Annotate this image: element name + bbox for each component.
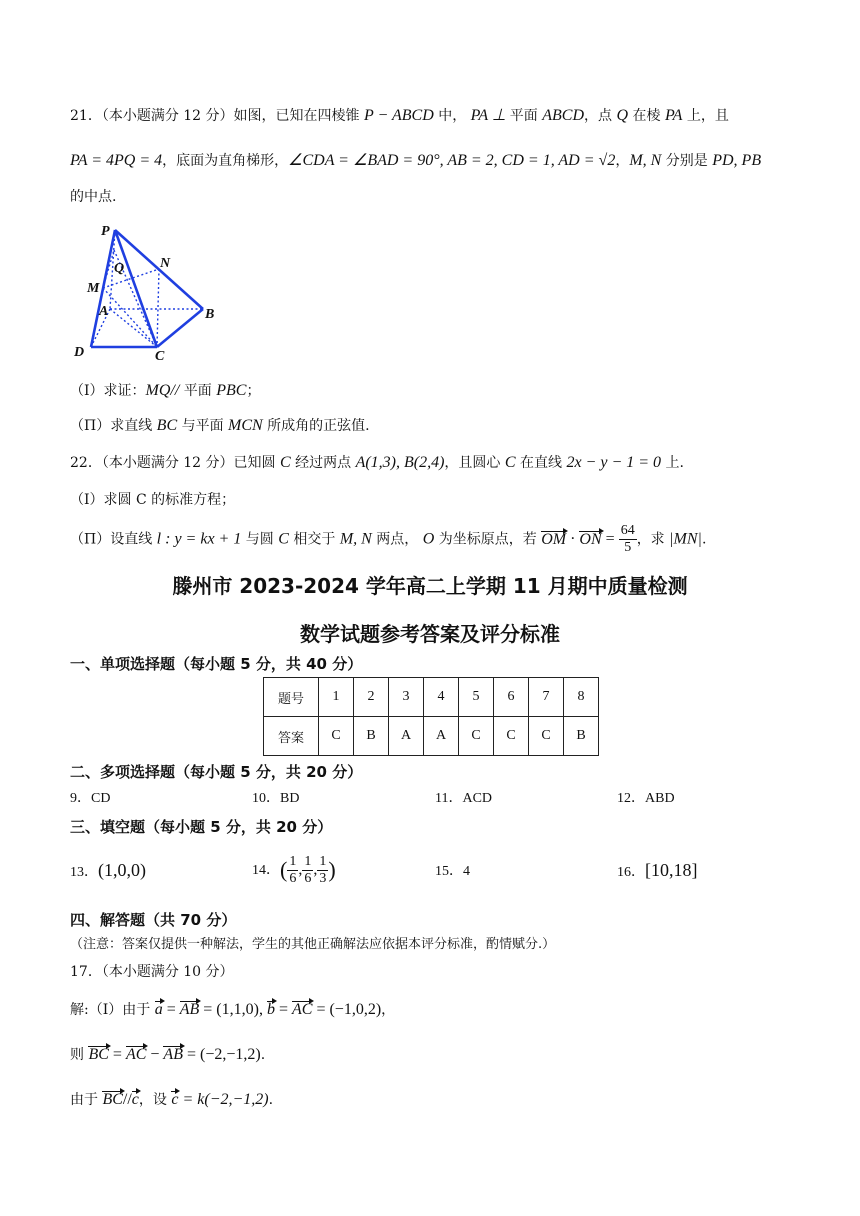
q22-eq: = <box>601 530 619 548</box>
sol-eq: = <box>162 1001 180 1018</box>
q21-text: ， <box>615 153 630 169</box>
fraction <box>287 854 298 887</box>
sol-value: = k(−2,−1,2) <box>178 1091 269 1108</box>
part1-label: （Ⅰ）求证： <box>70 383 146 399</box>
fill-16-value: [10,18] <box>645 860 698 880</box>
fill-13-label: 13． <box>70 865 98 880</box>
sol-value: = (−1,0,2) <box>312 1001 382 1018</box>
q22-text: . <box>701 531 707 548</box>
q22-text: 上. <box>661 455 684 471</box>
q21-text: 平面 <box>509 108 543 124</box>
q21-text: 分别是 <box>661 153 713 169</box>
q22-text: 经过两点 <box>290 455 356 471</box>
q22-line-eq: 2x − y − 1 = 0 <box>566 454 662 471</box>
q21-text: ，点 <box>584 108 617 124</box>
q22-mn-abs: |MN| <box>669 530 702 548</box>
q22-circle: C <box>278 530 289 548</box>
multi-answer-11: 11．ACD <box>435 791 493 806</box>
q22-text: 为坐标原点，若 <box>434 531 542 548</box>
q21-line1 <box>70 106 729 126</box>
q22-text: 在直线 <box>515 455 567 471</box>
sol-parallel: // <box>122 1091 132 1108</box>
fraction-denominator: 6 <box>289 870 297 886</box>
vector-ab: AB <box>163 1046 183 1063</box>
fraction-numerator: 1 <box>319 853 327 869</box>
table-cell: 3 <box>389 678 424 717</box>
q21-pyramid: P − ABCD <box>363 107 434 124</box>
sol-text: 则 <box>70 1047 89 1063</box>
multi-answer-9: 9．CD <box>70 791 111 806</box>
fill-14-label: 14． <box>252 863 280 878</box>
q22-part2 <box>70 523 706 556</box>
q22-fraction <box>619 523 637 556</box>
sol-line1 <box>70 1000 395 1020</box>
label-b: B <box>205 307 215 322</box>
table-cell: 7 <box>529 678 564 717</box>
q21-mn: M, N <box>629 152 662 169</box>
table-cell: C <box>529 717 564 756</box>
q21-pd-pb: PD, PB <box>712 152 762 169</box>
q22-intro: 22．（本小题满分 12 分）已知圆 <box>70 455 280 471</box>
vector-ac: AC <box>292 1001 313 1018</box>
q22-line1 <box>70 453 684 473</box>
q21-line2 <box>70 151 761 171</box>
q21-text: 在棱 <box>628 108 665 124</box>
table-cell: 8 <box>564 678 599 717</box>
q21-plane: ABCD <box>542 107 585 124</box>
sol-minus: − <box>146 1046 164 1063</box>
q21-perp: PA ⊥ <box>470 107 510 124</box>
fraction-denominator: 6 <box>304 870 312 886</box>
part1-text: 平面 <box>179 383 217 399</box>
label-a: A <box>99 304 109 319</box>
fraction <box>302 854 313 887</box>
q22-text: 相交于 <box>288 531 340 548</box>
section-single-choice: 一、单项选择题（每小题 5 分，共 40 分） <box>70 655 363 673</box>
fill-16 <box>617 860 698 883</box>
vector-a: a <box>154 1001 163 1018</box>
fraction-numerator: 64 <box>620 523 635 538</box>
sol-value: = (−2,−1,2) <box>182 1046 261 1063</box>
fraction-denominator: 5 <box>624 540 632 555</box>
q21-text: ，底面为直角梯形， <box>162 153 289 169</box>
table-cell: 6 <box>494 678 529 717</box>
sol-text: 由于 <box>70 1092 103 1108</box>
q22-text: ，且圆心 <box>444 455 505 471</box>
sol-line2 <box>70 1045 265 1065</box>
answer-table <box>263 677 599 756</box>
vector-ab: AB <box>179 1001 200 1018</box>
fraction-numerator: 1 <box>289 853 297 869</box>
q21-text: 上，且 <box>682 108 729 124</box>
sol-text: . <box>268 1092 274 1108</box>
table-cell: B <box>564 717 599 756</box>
vector-ac: AC <box>125 1046 147 1063</box>
fraction <box>317 854 328 887</box>
q21-edge: PA <box>664 107 683 124</box>
fill-14: 14．( $\frac{1}{6}$ , $\frac{1}{6}$ , $\frac{1}{3}$ ) <box>252 853 336 886</box>
label-m: M <box>87 281 100 296</box>
table-cell: 4 <box>424 678 459 717</box>
part1-text: ； <box>246 383 261 399</box>
table-cell: 2 <box>354 678 389 717</box>
q17-title: 17．（本小题满分 10 分） <box>70 964 234 980</box>
q22-vector-on: ON <box>579 530 602 548</box>
q22-points: A(1,3), B(2,4) <box>355 454 445 471</box>
vector-b: b <box>266 1001 275 1018</box>
part2-text: 所成角的正弦值. <box>262 418 370 434</box>
label-n: N <box>160 256 171 271</box>
vector-c: c <box>131 1091 139 1108</box>
label-d: D <box>74 345 85 360</box>
fill-13-value: (1,0,0) <box>98 860 146 880</box>
q21-part2 <box>70 416 370 436</box>
q22-origin: O <box>422 530 435 548</box>
q21-line3: 的中点. <box>70 189 117 205</box>
q21-text: 中， <box>433 108 471 124</box>
q21-angles: ∠CDA = ∠BAD = 90°, AB = 2, CD = 1, AD = √2 <box>288 152 616 169</box>
vector-c: c <box>171 1091 179 1108</box>
fill-15: 15．4 <box>435 864 470 879</box>
q21-point-q: Q <box>616 107 629 124</box>
answer-subtitle: 数学试题参考答案及评分标准 <box>300 622 560 646</box>
q22-vector-om: OM <box>541 530 567 548</box>
q22-text: ，求 <box>636 531 670 548</box>
q21-pa-eq: PA = 4PQ = 4 <box>70 152 163 169</box>
fill-13 <box>70 860 146 883</box>
table-cell: A <box>424 717 459 756</box>
table-cell: B <box>354 717 389 756</box>
label-p: P <box>101 224 110 239</box>
multi-answer-10: 10．BD <box>252 791 300 806</box>
table-row-answers <box>264 717 599 756</box>
table-row-numbers <box>264 678 599 717</box>
label-c: C <box>155 349 165 364</box>
q22-line-l: l : y = kx + 1 <box>156 530 242 548</box>
q22-part2-label: （Π）设直线 <box>70 531 157 548</box>
vector-bc: BC <box>102 1091 123 1108</box>
q22-part1: （Ⅰ）求圆 C 的标准方程； <box>70 492 236 508</box>
section-multi-choice: 二、多项选择题（每小题 5 分，共 20 分） <box>70 763 363 781</box>
vector-bc: BC <box>88 1046 109 1063</box>
sol-eq: = <box>108 1046 126 1063</box>
fill-16-label: 16． <box>617 865 645 880</box>
fraction-numerator: 1 <box>304 853 312 869</box>
grading-note: （注意：答案仅提供一种解法，学生的其他正确解法应依据本评分标准，酌情赋分.） <box>70 937 556 952</box>
q21-intro: 21．（本小题满分 12 分）如图，已知在四棱锥 <box>70 108 364 124</box>
label-q: Q <box>114 261 125 276</box>
pyramid-figure <box>70 220 230 370</box>
table-cell: 5 <box>459 678 494 717</box>
part2-bc: BC <box>156 417 178 434</box>
part2-text: 与平面 <box>177 418 229 434</box>
table-cell: A <box>389 717 424 756</box>
sol-line3 <box>70 1090 273 1110</box>
answer-title: 滕州市 2023-2024 学年高二上学期 11 月期中质量检测 <box>172 574 688 598</box>
sol-eq: = <box>274 1001 292 1018</box>
section-fill-blank: 三、填空题（每小题 5 分，共 20 分） <box>70 818 333 836</box>
sol-text: . <box>260 1047 266 1063</box>
table-header-label: 题号 <box>264 678 319 717</box>
table-cell: C <box>494 717 529 756</box>
q22-text: 两点， <box>371 531 423 548</box>
table-cell: 1 <box>319 678 354 717</box>
fraction-denominator: 3 <box>319 870 327 886</box>
table-answer-label: 答案 <box>264 717 319 756</box>
section-solutions: 四、解答题（共 70 分） <box>70 911 237 929</box>
part1-mq: MQ// <box>145 382 180 399</box>
sol-text: ，设 <box>138 1092 172 1108</box>
q22-center: C <box>504 454 516 471</box>
part2-label: （Π）求直线 <box>70 418 157 434</box>
multi-answer-12: 12．ABD <box>617 791 675 806</box>
sol-text: ， <box>381 1002 396 1018</box>
q22-dot: · <box>566 530 580 548</box>
q22-circle: C <box>279 454 291 471</box>
part1-pbc: PBC <box>216 382 247 399</box>
q22-text: 与圆 <box>241 531 279 548</box>
table-cell: C <box>459 717 494 756</box>
sol-text: 解:（Ⅰ）由于 <box>70 1002 155 1018</box>
sol-value: = (1,1,0), <box>199 1001 267 1018</box>
q21-part1 <box>70 381 260 401</box>
table-cell: C <box>319 717 354 756</box>
part2-mcn: MCN <box>228 417 263 434</box>
q22-mn: M, N <box>339 530 372 548</box>
